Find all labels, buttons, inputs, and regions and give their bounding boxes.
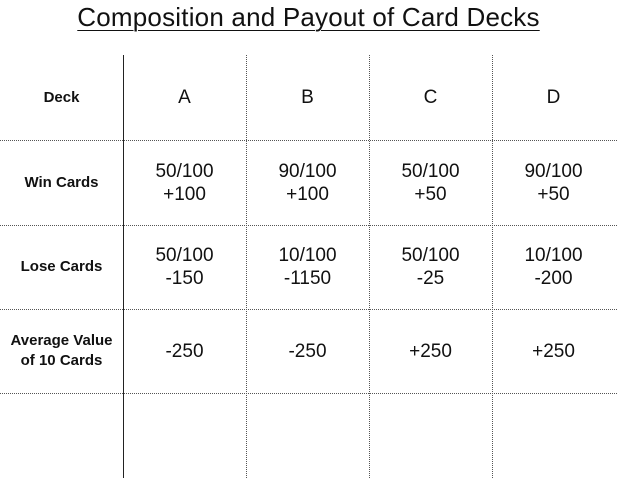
win-cards-cell-b — [246, 140, 369, 225]
card-value: +100 — [163, 183, 206, 205]
card-ratio: 50/100 — [401, 160, 460, 182]
row-label-average-value — [0, 309, 123, 393]
deck-header-d — [492, 55, 615, 140]
card-ratio: 90/100 — [524, 160, 583, 182]
row-label-text: Average Value of 10 Cards — [10, 332, 113, 369]
deck-name: B — [301, 87, 314, 108]
average-value-cell-c — [369, 309, 492, 393]
card-ratio: 50/100 — [155, 245, 214, 266]
deck-header-a — [123, 55, 246, 140]
lose-cards-cell-d — [492, 225, 615, 309]
average-value-cell-b — [246, 309, 369, 393]
deck-header-c — [369, 55, 492, 140]
lose-cards-cell-b — [246, 225, 369, 309]
row-divider — [0, 393, 617, 394]
row-label-lose-cards — [0, 225, 123, 309]
row-label-text: Lose Cards — [20, 258, 103, 275]
card-ratio: 90/100 — [278, 160, 337, 182]
deck-header-b — [246, 55, 369, 140]
card-ratio: 10/100 — [524, 245, 583, 266]
card-value: -150 — [165, 268, 204, 289]
card-ratio: 50/100 — [401, 245, 460, 266]
average-value: -250 — [288, 340, 327, 362]
lose-cards-cell-c — [369, 225, 492, 309]
average-value-cell-a — [123, 309, 246, 393]
deck-name: C — [423, 87, 438, 108]
deck-name: D — [546, 87, 561, 108]
card-value: -1150 — [283, 268, 332, 289]
average-value: +250 — [532, 340, 575, 362]
row-label-win-cards — [0, 140, 123, 225]
deck-name: A — [178, 87, 191, 108]
row-label-text: Win Cards — [24, 173, 99, 191]
card-value: -25 — [416, 268, 445, 289]
card-value: +50 — [537, 183, 570, 205]
card-value: +50 — [414, 183, 447, 205]
page-title: Composition and Payout of Card Decks — [77, 2, 540, 32]
card-value: -200 — [534, 268, 573, 289]
win-cards-cell-a — [123, 140, 246, 225]
average-value: -250 — [165, 340, 204, 362]
win-cards-cell-c — [369, 140, 492, 225]
lose-cards-cell-a — [123, 225, 246, 309]
card-ratio: 10/100 — [278, 245, 337, 266]
card-value: +100 — [286, 183, 329, 205]
average-value-cell-d — [492, 309, 615, 393]
average-value: +250 — [409, 340, 452, 362]
win-cards-cell-d — [492, 140, 615, 225]
row-label-text: Deck — [43, 88, 80, 106]
row-label-deck — [0, 55, 123, 140]
card-ratio: 50/100 — [155, 160, 214, 182]
